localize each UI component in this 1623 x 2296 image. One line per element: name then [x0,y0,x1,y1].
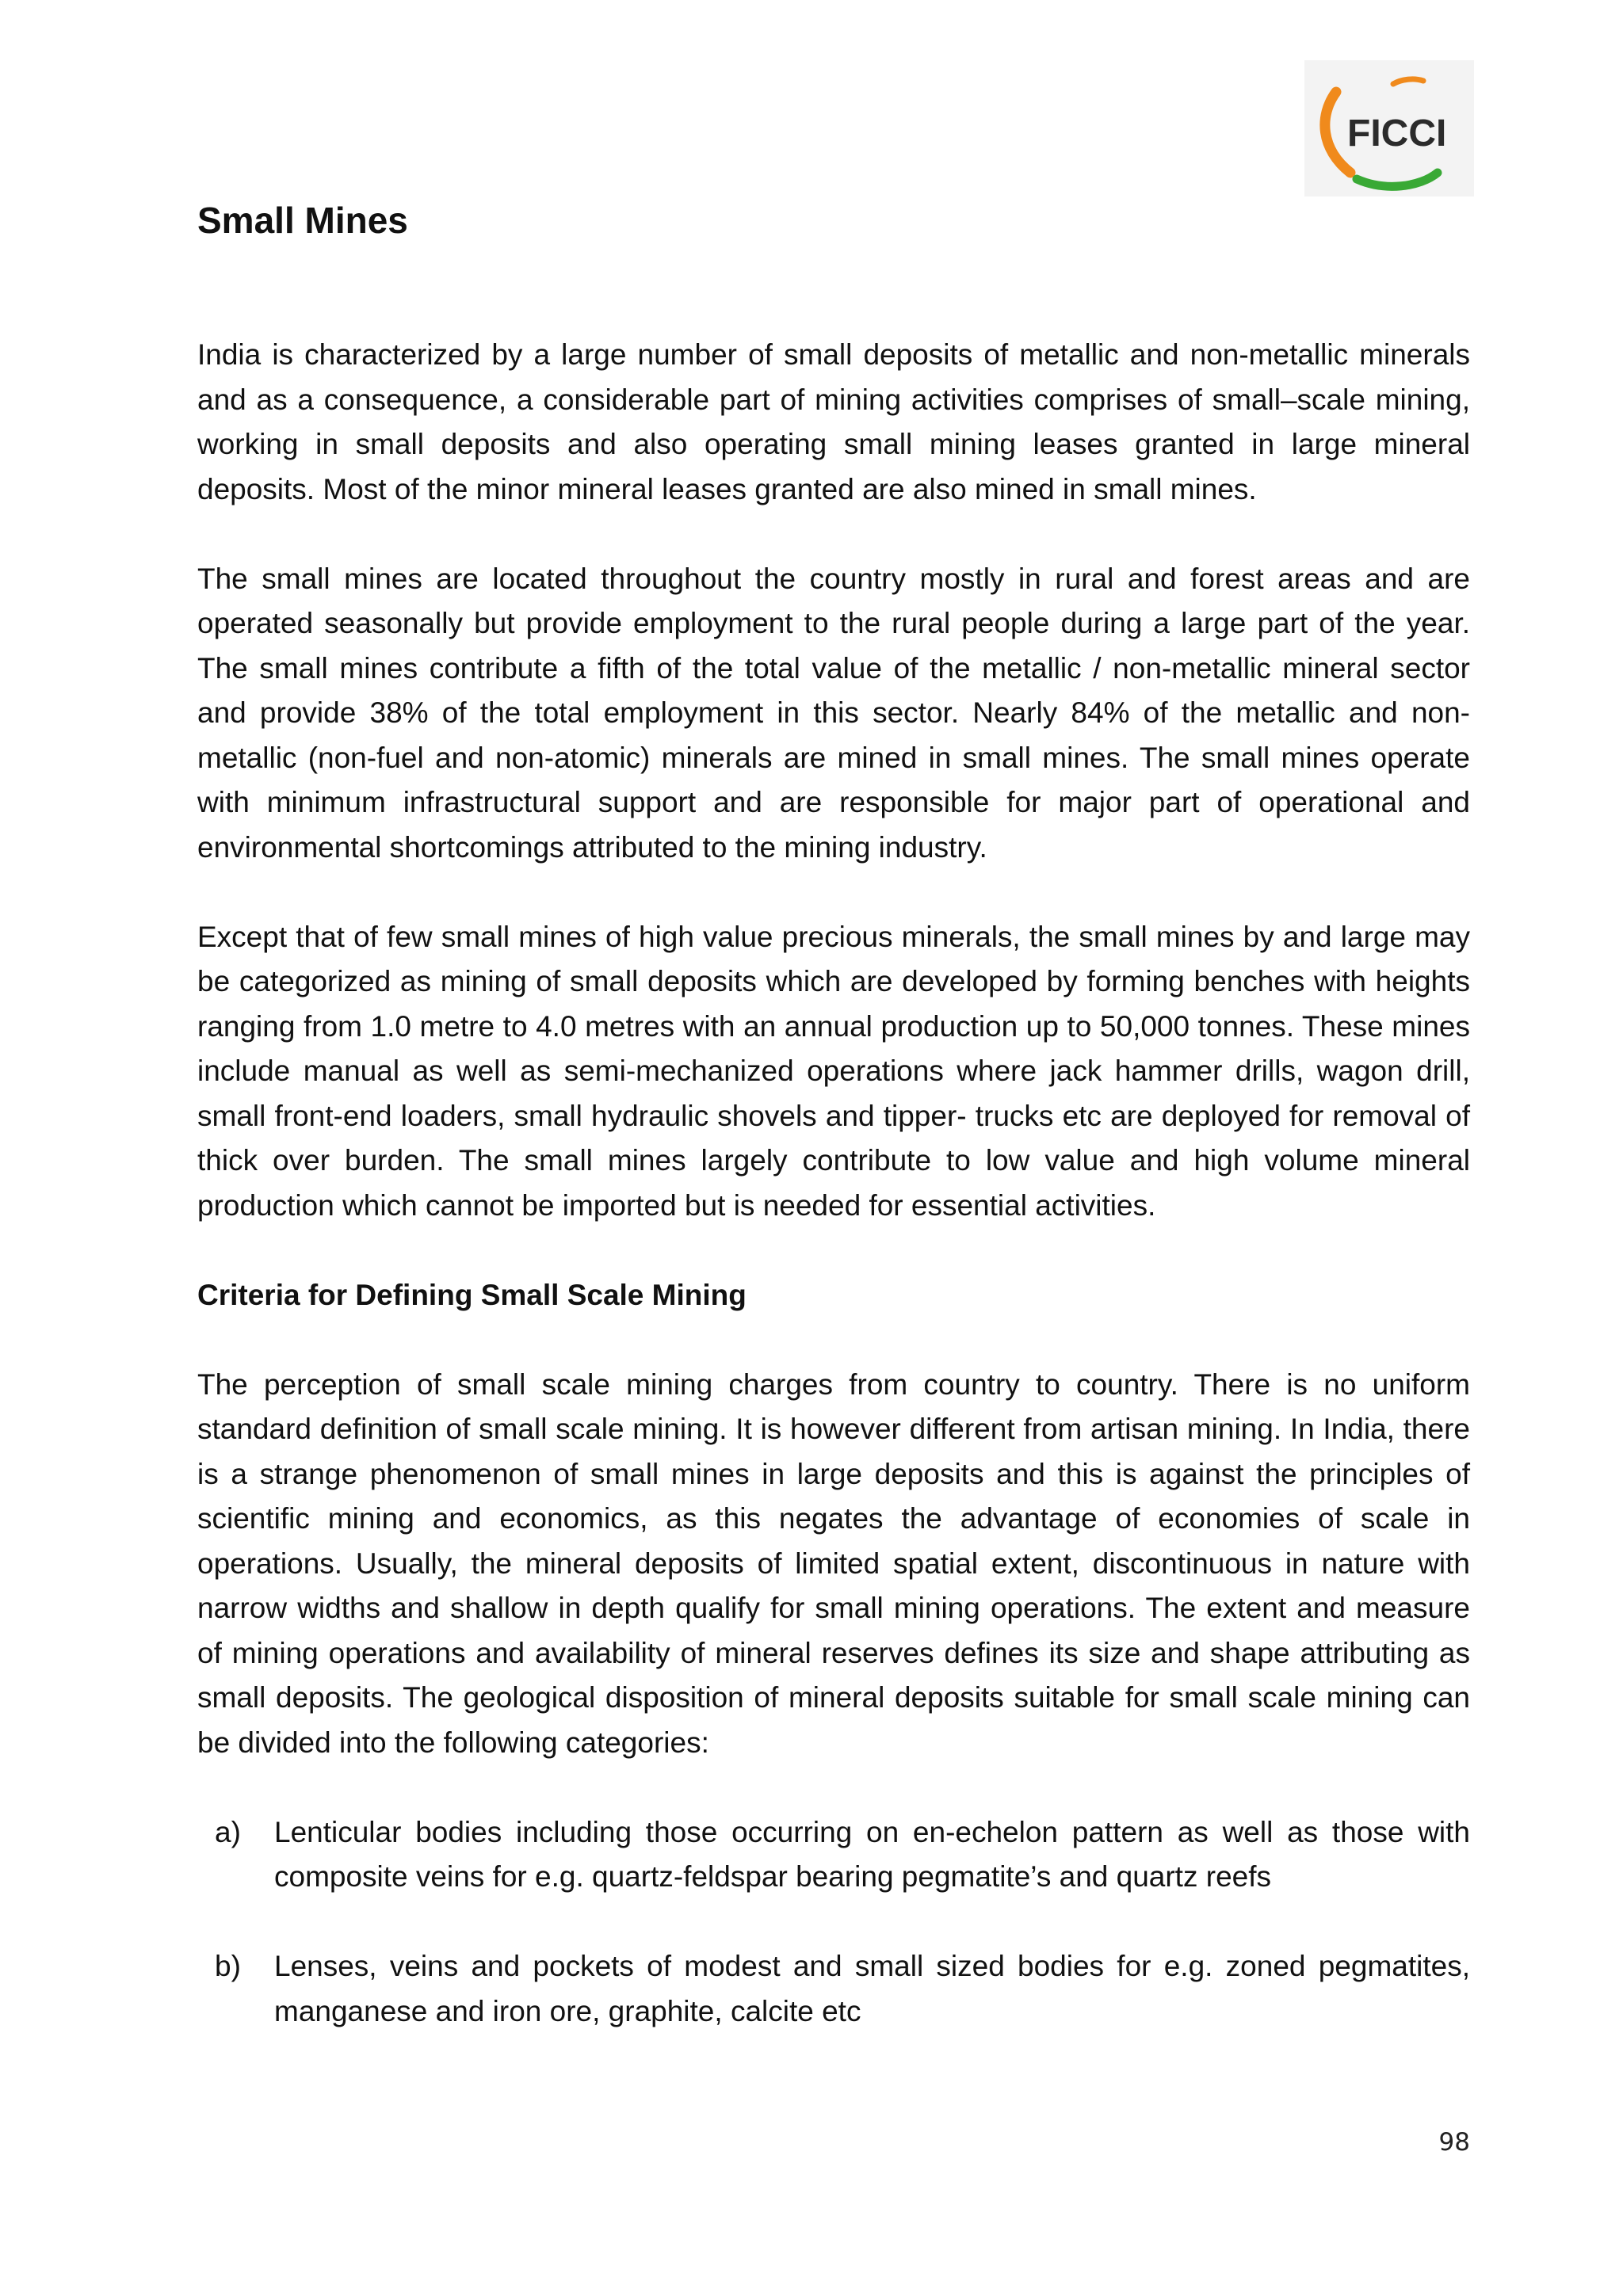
list-item [197,1810,1470,1900]
logo-small-orange-arc [1393,79,1423,84]
list-item-text: Lenticular bodies including those occurring on en-echelon pattern as well as those with composite veins for e.g. quartz-feldspar bearing pegmatite’s and quartz reefs [274,1815,1470,1893]
logo-green-arc [1357,173,1438,186]
list-item [197,1944,1470,2034]
logo-text: FICCI [1347,113,1447,154]
page-title: Small Mines [197,200,408,241]
paragraph: Except that of few small mines of high value precious minerals, the small mines by and large may be categorized as mining of small deposits which are developed by forming benches with heights ranging from 1.0 metre to 4.0 metres with an annual production up to 50,000 tonnes. These mines include manual as well as semi-mechanized operations where jack hammer drills, wagon drill, small front-end loaders, small hydraulic shovels and tipper- trucks etc are deployed for removal of thick over burden. The small mines largely contribute to low value and high volume mineral production which cannot be imported but is needed for essential activities. [197,920,1470,1222]
section-heading: Criteria for Defining Small Scale Mining [197,1278,747,1311]
list-item-text: Lenses, veins and pockets of modest and small sized bodies for e.g. zoned pegmatites, manganese and iron ore, graphite, calcite etc [274,1950,1470,2027]
ficci-logo-icon [1304,60,1474,196]
page-number: 98 [1438,2128,1470,2157]
document-body [197,333,1470,2079]
ficci-logo [1304,60,1474,196]
list-marker: a) [215,1815,241,1848]
paragraph: The perception of small scale mining charges from country to country. There is no uniform standard definition of small scale mining. It is however different from artisan mining. In India, there is a strange phenomenon of small mines in large deposits and this is against the principles of scientific mining and economics, as this negates the advantage of economies of scale in operations. Usually, the mineral deposits of limited spatial extent, discontinuous in nature with narrow widths and shallow in depth qualify for small mining operations. The extent and measure of mining operations and availability of mineral reserves defines its size and shape attributing as small deposits. The geological disposition of mineral deposits suitable for small scale mining can be divided into the following categories: [197,1367,1470,1759]
paragraph: India is characterized by a large number of small deposits of metallic and non-metallic minerals and as a consequence, a considerable part of mining activities comprises of small–scale mining, working in small deposits and also operating small mining leases granted in large mineral deposits. Most of the minor mineral leases granted are also mined in small mines. [197,338,1470,505]
list-marker: b) [215,1950,241,1982]
paragraph: The small mines are located throughout the country mostly in rural and forest areas and are operated seasonally but provide employment to the rural people during a large part of the year. The small mines contribute a fifth of the total value of the metallic / non-metallic mineral sector and provide 38% of the total employment in this sector. Nearly 84% of the metallic and non-metallic (non-fuel and non-atomic) minerals are mined in small mines. The small mines operate with minimum infrastructural support and are responsible for major part of operational and environmental shortcomings attributed to the mining industry. [197,562,1470,864]
